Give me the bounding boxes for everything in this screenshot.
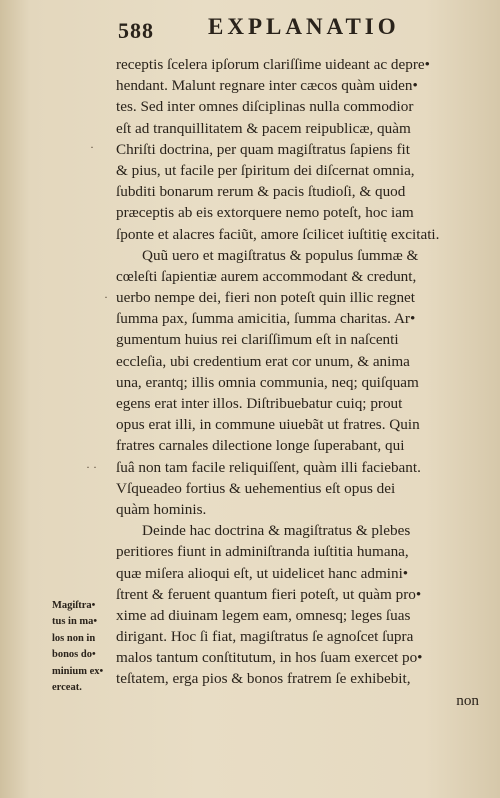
text-line: & pius, ut facile per ſpiritum dei diſcernat omnia, (116, 161, 415, 179)
page-header (118, 8, 478, 42)
text-line: gumentum huius rei clariſſimum eſt in naſcenti (116, 331, 399, 349)
running-title: EXPLANATIO (208, 14, 400, 39)
margin-note-line: Magiſtra• (52, 600, 96, 611)
text-line: fratres carnales dilectione longe ſuperabant, qui (116, 437, 405, 455)
text-line: quàm hominis. (116, 500, 207, 518)
text-line: malos tantum conſtitutum, in hos ſuam exercet po• (116, 649, 423, 667)
margin-mark: · (90, 140, 94, 154)
margin-note (52, 598, 124, 696)
margin-note-line: tus in ma• (52, 616, 98, 628)
text-line: ſponte et alacres faciũt, amore ſcilicet iuſtitię excitati. (116, 225, 440, 243)
text-line: egens erat inter illos. Diſtribuebatur cuiq; prout (116, 395, 403, 412)
margin-note-line: erceat. (52, 682, 82, 694)
text-line: uerbo nempe dei, fieri non poteſt quin illic regnet (116, 289, 416, 307)
paragraph-start-line: Quũ uero et magiſtratus & populus ſummæ & (142, 246, 419, 264)
text-line: teſtatem, erga pios & bonos fratrem ſe exhibebit, (116, 670, 411, 688)
margin-note-line: minium ex• (52, 665, 104, 677)
text-line: tes. Sed inter omnes diſciplinas nulla commodior (116, 98, 414, 116)
text-line: hendant. Malunt regnare inter cæcos quàm uiden• (116, 77, 418, 95)
margin-note-line: bonos do• (52, 649, 96, 661)
margin-mark: · (104, 290, 108, 304)
text-line: dirigant. Hoc ſi fiat, magiſtratus ſe agnoſcet ſupra (116, 628, 414, 646)
margin-note-line: los non in (52, 632, 96, 644)
body-text (116, 54, 491, 711)
text-line: ſuâ non tam facile reliquiſſent, quàm illi faciebant. (116, 458, 421, 476)
margin-mark: · · (86, 460, 97, 474)
page-number: 588 (118, 18, 154, 43)
text-line: ſumma pax, ſumma amicitia, ſumma charitas. Ar• (116, 310, 416, 328)
text-line: una, erantq; illis omnia communia, neq; quiſquam (116, 373, 419, 391)
text-line: Vſqueadeo fortius & uehementius eſt opus dei (116, 479, 396, 497)
text-line: xime ad diuinam legem eam, omnesq; leges ſuas (116, 606, 411, 624)
text-line: ſubditi bonarum rerum & pacis ſtudioſi, & quod (116, 183, 406, 201)
text-line: ſtrent & feruent quantum fieri poteſt, ut quàm pro• (116, 585, 422, 603)
catchword: non (456, 691, 479, 709)
paragraph-start-line: Deinde hac doctrina & magiſtratus & plebes (142, 522, 411, 540)
text-line: Chriſti doctrina, per quam magiſtratus ſapiens fit (116, 140, 410, 158)
text-line: peritiores fiunt in adminiſtranda iuſtitia humana, (116, 543, 409, 561)
text-line: quæ miſera alioqui eſt, ut uidelicet hanc admini• (116, 564, 409, 582)
text-line: cœleſti ſapientiæ aurem accommodant & credunt, (116, 267, 417, 285)
text-line: eccleſia, ubi credentium erat cor unum, & anima (116, 352, 410, 370)
text-line: opus erat illi, in commune uiuebãt ut fratres. Quin (116, 416, 420, 434)
text-line: præceptis ab eis extorquere nemo poteſt, hoc iam (116, 204, 414, 222)
text-line: eſt ad tranquillitatem & pacem reipublicæ, quàm (116, 119, 411, 137)
text-line: receptis ſcelera ipſorum clariſſime uideant ac depre• (116, 56, 430, 73)
